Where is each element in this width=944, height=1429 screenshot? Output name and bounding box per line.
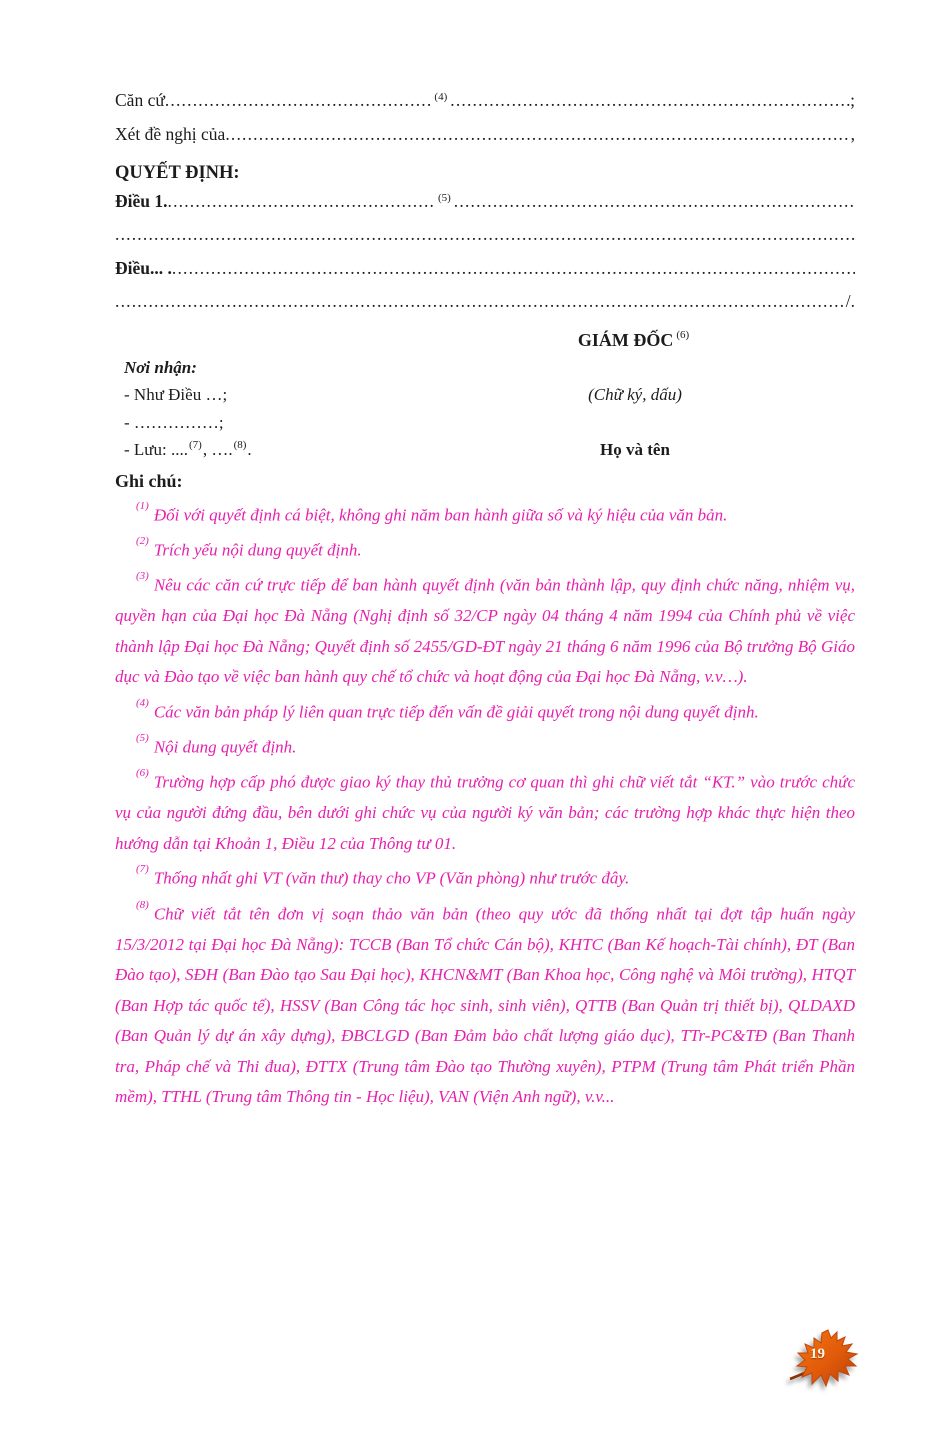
signer-title-text: GIÁM ĐỐC (577, 329, 674, 350)
note-text: Đối với quyết định cá biệt, không ghi năm ban hành giữa số và ký hiệu của văn bản. (153, 505, 728, 525)
luu-prefix: - Lưu: .... (124, 440, 188, 460)
note-5 (115, 728, 855, 763)
note-8 (115, 895, 855, 1113)
decision-heading: QUYẾT ĐỊNH: (115, 163, 240, 184)
form-line-can-cu (115, 90, 855, 124)
note-text: Trường hợp cấp phó được giao ký thay thủ trưởng cơ quan thì ghi chữ viết tắt “KT.” vào trước chức vụ của người đứng đầu, bên dưới ghi chức vụ của người ký văn bản; các trường hợp khác thực hiện theo hướng dẫn tại Khoản 1, Điều 12 của Thông tư 01. (115, 772, 855, 853)
luu-middle: , …. (202, 440, 233, 460)
footnote-ref-4: (4) (434, 91, 448, 103)
recipient-item: - Như Điều …; (124, 385, 228, 405)
note-7 (115, 859, 855, 894)
spacer-row (465, 354, 805, 382)
note-number: (8) (136, 898, 149, 911)
note-text: Nêu các căn cứ trực tiếp để ban hành quyết định (văn bản thành lập, quy định chức năng, nhiệm vụ, quyền hạn của Đại học Đà Nẵng (Nghị định số 32/CP ngày 04 tháng 4 năm 1994 của Chính phủ về việc thành lập Đại học Đà Nẵng; Quyết định số 2455/GD-ĐT ngày 21 tháng 6 năm 1996 của Bộ trưởng Bộ Giáo dục và Đào tạo về việc ban hành quy chế tổ chức và hoạt động của Đại học Đà Nẵng, v.v…). (115, 575, 855, 687)
note-number: (1) (136, 500, 149, 512)
dotted-leader (168, 191, 435, 212)
recipients-column (115, 327, 465, 465)
note-6 (115, 763, 855, 859)
form-line-closing (115, 291, 855, 325)
dieu-1-label: Điều 1. (115, 190, 168, 211)
note-number: (3) (136, 570, 149, 583)
signature-hint: (Chữ ký, dấu) (588, 385, 682, 405)
footnote-ref-6: (6) (676, 329, 690, 342)
can-cu-label: Căn cứ (115, 90, 165, 110)
spacer-row (124, 327, 465, 355)
note-number: (7) (136, 863, 149, 876)
note-number: (2) (136, 535, 149, 548)
note-number: (6) (136, 767, 149, 780)
form-line-xet-de-nghi (115, 124, 855, 158)
line-end-punct: , (850, 123, 855, 144)
form-line-dieu-n (115, 258, 855, 292)
luu-end: . (247, 440, 252, 460)
dotted-leader (115, 224, 855, 245)
footnote-ref-5: (5) (437, 191, 451, 204)
spacer-row (465, 409, 805, 437)
note-text: Trích yếu nội dung quyết định. (153, 540, 362, 560)
recipient-item-luu (124, 437, 465, 465)
recipient-item: - ……………; (124, 412, 224, 432)
form-line-blank (115, 224, 855, 258)
page-number: 19 (810, 1346, 825, 1362)
closing-punct: /. (845, 291, 855, 311)
signer-column (465, 327, 805, 465)
dotted-leader (454, 191, 855, 212)
note-1 (115, 496, 855, 531)
signer-title (465, 327, 805, 355)
dotted-leader (165, 90, 432, 111)
page-number-badge (784, 1328, 860, 1394)
dotted-leader (450, 90, 850, 111)
footnote-ref-7: (7) (188, 439, 202, 452)
notes-heading: Ghi chú: (115, 470, 183, 491)
note-4 (115, 693, 855, 728)
signer-name-placeholder: Họ và tên (600, 440, 670, 460)
line-end-punct: ; (850, 90, 855, 110)
dieu-n-label: Điều... . (115, 257, 172, 278)
note-number: (5) (136, 732, 149, 745)
note-3 (115, 566, 855, 693)
note-text: Nội dung quyết định. (153, 737, 297, 757)
footnote-ref-8: (8) (233, 439, 247, 452)
signature-block (115, 327, 855, 465)
note-2 (115, 531, 855, 566)
note-text: Thống nhất ghi VT (văn thư) thay cho VP (Văn phòng) như trước đây. (153, 869, 630, 889)
note-text: Các văn bản pháp lý liên quan trực tiếp đến vấn đề giải quyết trong nội dung quyết định. (153, 702, 759, 722)
dotted-leader (115, 291, 846, 312)
dotted-leader (172, 258, 855, 279)
note-number: (4) (136, 696, 149, 709)
form-line-dieu-1 (115, 191, 855, 225)
recipients-heading: Nơi nhận: (124, 357, 197, 377)
note-text: Chữ viết tắt tên đơn vị soạn thảo văn bản (theo quy ước đã thống nhất tại đợt tập huấn ngày 15/3/2012 tại Đại học Đà Nẵng): TCCB (Ban Tổ chức Cán bộ), KHTC (Ban Kế hoạch-Tài chính), ĐT (Ban Đào tạo), SĐH (Ban Đào tạo Sau Đại học), KHCN&MT (Ban Khoa học, Công nghệ và Môi trường), HTQT (Ban Hợp tác quốc tế), HSSV (Ban Công tác học sinh, sinh viên), QTTB (Ban Quản trị thiết bị), QLDAXD (Ban Quản lý dự án xây dựng), ĐBCLGD (Ban Đảm bảo chất lượng giáo dục), TTr-PC&TĐ (Ban Thanh tra, Pháp chế và Thi đua), ĐTTX (Trung tâm Đào tạo Thường xuyên), PTPM (Trung tâm Phát triển Phần mềm), TTHL (Trung tâm Thông tin - Học liệu), VAN (Viện Anh ngữ), v.v... (115, 904, 855, 1107)
xet-de-nghi-label: Xét đề nghị của (115, 123, 226, 144)
dotted-leader (225, 124, 850, 145)
